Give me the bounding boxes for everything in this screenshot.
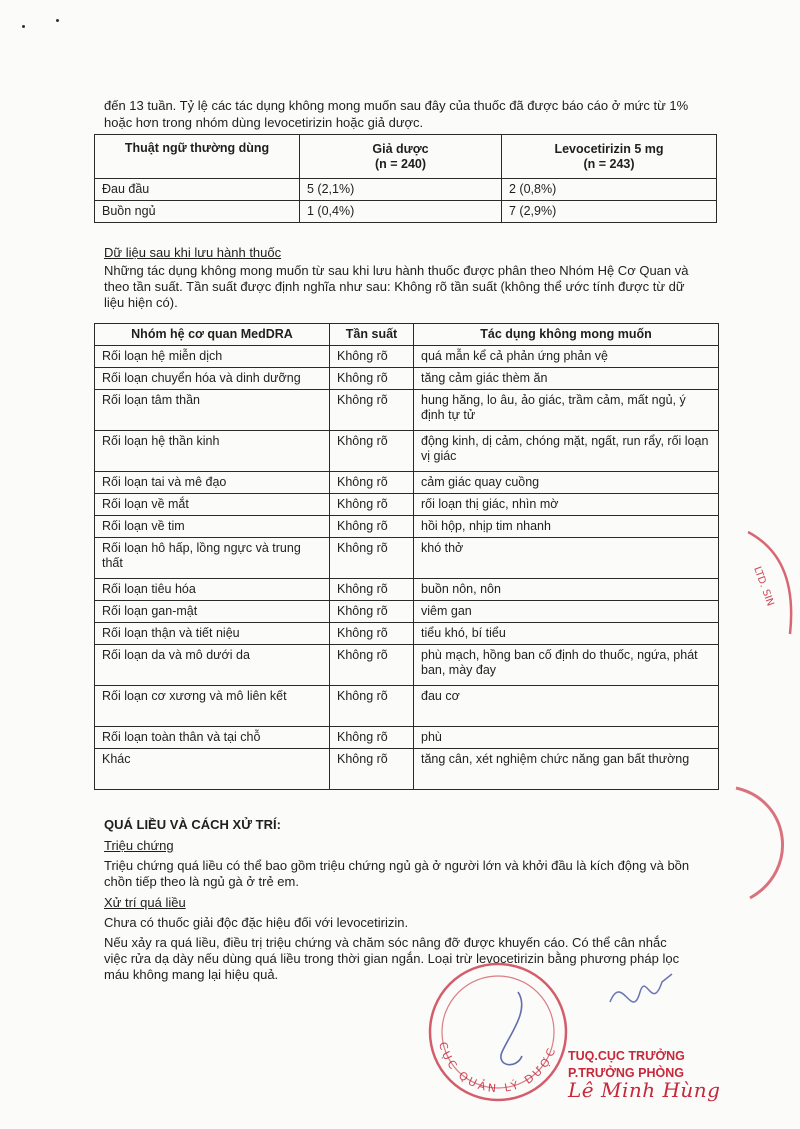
- table-cell: 2 (0,8%): [502, 179, 717, 201]
- adverse-effects-table: [94, 134, 717, 223]
- table-cell: Không rõ: [330, 686, 414, 727]
- table-row: [95, 727, 719, 749]
- table-cell: khó thở: [414, 538, 719, 579]
- table-cell: Không rõ: [330, 579, 414, 601]
- table-cell: Không rõ: [330, 368, 414, 390]
- treatment-heading: Xử trí quá liều: [104, 895, 186, 910]
- side-stamp: [738, 528, 800, 638]
- table-row: [95, 390, 719, 431]
- svg-text:LTD. SIN: LTD. SIN: [751, 565, 776, 608]
- table-cell: Không rõ: [330, 516, 414, 538]
- table-cell: Không rõ: [330, 749, 414, 790]
- table-cell: đau cơ: [414, 686, 719, 727]
- table-cell: Khác: [95, 749, 330, 790]
- postmarket-text: Những tác dụng không mong muốn từ sau khi lưu hành thuốc được phân theo Nhóm Hệ Cơ Quan và: [104, 263, 689, 278]
- table-cell: cảm giác quay cuồng: [414, 472, 719, 494]
- header-term: Thuật ngữ thường dùng: [95, 135, 300, 179]
- header-frequency: Tần suất: [330, 324, 414, 346]
- table-cell: Không rõ: [330, 623, 414, 645]
- signature-title: P.TRƯỞNG PHÒNG: [568, 1066, 684, 1080]
- table-cell: Rối loạn về tim: [95, 516, 330, 538]
- table-cell: Rối loạn tâm thần: [95, 390, 330, 431]
- header-adverse-effect: Tác dụng không mong muốn: [414, 324, 719, 346]
- symptoms-text: Triệu chứng quá liều có thể bao gồm triệu chứng ngủ gà ở người lớn và khởi đầu là kích động và bồn: [104, 858, 690, 873]
- table-cell: Buồn ngủ: [95, 201, 300, 223]
- table-cell: phù: [414, 727, 719, 749]
- table-cell: Rối loạn hệ miễn dịch: [95, 346, 330, 368]
- table-cell: 5 (2,1%): [300, 179, 502, 201]
- symptoms-heading: Triệu chứng: [104, 838, 174, 853]
- overdose-section: [104, 817, 716, 983]
- table-cell: Rối loạn chuyển hóa và dinh dưỡng: [95, 368, 330, 390]
- table-row: [95, 346, 719, 368]
- table-cell: quá mẫn kể cả phản ứng phản vệ: [414, 346, 719, 368]
- postmarket-heading: Dữ liệu sau khi lưu hành thuốc: [104, 245, 282, 260]
- treatment-text: Chưa có thuốc giải độc đặc hiệu đối với levocetirizin.: [104, 915, 409, 930]
- table-cell: tăng cảm giác thèm ăn: [414, 368, 719, 390]
- intro-line: đến 13 tuần. Tỷ lệ các tác dụng không mong muốn sau đây của thuốc đã được báo cáo ở mức từ 1%: [104, 98, 689, 113]
- scan-mark: [56, 19, 59, 22]
- table-cell: Đau đầu: [95, 179, 300, 201]
- table-cell: Rối loạn toàn thân và tại chỗ: [95, 727, 330, 749]
- intro-line: hoặc hơn trong nhóm dùng levocetirizin hoặc giả dược.: [104, 115, 424, 130]
- signature-title: TUQ.CỤC TRƯỞNG: [568, 1049, 685, 1063]
- table-row: [95, 201, 717, 223]
- table-cell: Không rõ: [330, 601, 414, 623]
- table-cell: Không rõ: [330, 645, 414, 686]
- table-cell: tăng cân, xét nghiệm chức năng gan bất thường: [414, 749, 719, 790]
- table-row: [95, 645, 719, 686]
- table-cell: phù mạch, hồng ban cố định do thuốc, ngứa, phát ban, mày đay: [414, 645, 719, 686]
- scan-mark: [22, 25, 25, 28]
- table-cell: Rối loạn hệ thần kinh: [95, 431, 330, 472]
- header-levocetirizin: Levocetirizin 5 mg (n = 243): [502, 135, 717, 179]
- official-stamp: [418, 962, 578, 1102]
- table-cell: Rối loạn về mắt: [95, 494, 330, 516]
- table-row: [95, 579, 719, 601]
- table-cell: Không rõ: [330, 727, 414, 749]
- table-cell: Rối loạn thận và tiết niệu: [95, 623, 330, 645]
- symptoms-text: chồn tiếp theo là ngủ gà ở trẻ em.: [104, 874, 299, 889]
- table-cell: viêm gan: [414, 601, 719, 623]
- table-row: [95, 623, 719, 645]
- table-cell: hồi hộp, nhịp tim nhanh: [414, 516, 719, 538]
- intro-paragraph: [104, 98, 716, 131]
- postmarket-text: theo tần suất. Tần suất được định nghĩa như sau: Không rõ tần suất (không thể ước tính được từ dữ: [104, 279, 685, 294]
- treatment-text: việc rửa dạ dày nếu dùng quá liều trong thời gian ngắn. Loại trừ levocetirizin bằng phương pháp lọc: [104, 951, 680, 966]
- treatment-text: Nếu xảy ra quá liều, điều trị triệu chứng và chăm sóc nâng đỡ được khuyến cáo. Có thể cân nhắc: [104, 935, 667, 950]
- table-cell: tiểu khó, bí tiểu: [414, 623, 719, 645]
- table-cell: Rối loạn gan-mật: [95, 601, 330, 623]
- header-placebo: Giả dược (n = 240): [300, 135, 502, 179]
- table-header-row: [95, 324, 719, 346]
- postmarket-text: liệu hiện có).: [104, 295, 178, 310]
- header-organ-class: Nhóm hệ cơ quan MedDRA: [95, 324, 330, 346]
- svg-text:CỤC QUẢN LÝ DƯỢC: CỤC QUẢN LÝ DƯỢC: [435, 1040, 560, 1096]
- signature-scribble: [602, 962, 682, 1032]
- table-cell: Rối loạn da và mô dưới da: [95, 645, 330, 686]
- meddra-table: [94, 323, 719, 790]
- table-row: [95, 601, 719, 623]
- edge-stamp: [730, 780, 800, 900]
- treatment-text: máu không mang lại hiệu quả.: [104, 967, 279, 982]
- signature-block: [568, 1048, 728, 1102]
- table-cell: động kinh, dị cảm, chóng mặt, ngất, run rẩy, rối loạn vị giác: [414, 431, 719, 472]
- table-cell: buồn nôn, nôn: [414, 579, 719, 601]
- table-cell: Không rõ: [330, 431, 414, 472]
- table-cell: Rối loạn tai và mê đạo: [95, 472, 330, 494]
- signature-name: Lê Minh Hùng: [568, 1078, 721, 1102]
- table-cell: rối loạn thị giác, nhìn mờ: [414, 494, 719, 516]
- table-cell: Không rõ: [330, 538, 414, 579]
- table-cell: Không rõ: [330, 494, 414, 516]
- table-row: [95, 431, 719, 472]
- table-cell: Rối loạn hô hấp, lồng ngực và trung thất: [95, 538, 330, 579]
- table-cell: 1 (0,4%): [300, 201, 502, 223]
- table-row: [95, 179, 717, 201]
- table-row: [95, 472, 719, 494]
- table-row: [95, 516, 719, 538]
- postmarket-section: [104, 245, 716, 311]
- table-cell: Rối loạn tiêu hóa: [95, 579, 330, 601]
- table-header-row: [95, 135, 717, 179]
- table-cell: Không rõ: [330, 472, 414, 494]
- table-row: [95, 368, 719, 390]
- table-cell: Không rõ: [330, 390, 414, 431]
- table-row: [95, 538, 719, 579]
- table-row: [95, 749, 719, 790]
- overdose-heading: QUÁ LIỀU VÀ CÁCH XỬ TRÍ:: [104, 817, 281, 832]
- table-cell: 7 (2,9%): [502, 201, 717, 223]
- table-cell: Rối loạn cơ xương và mô liên kết: [95, 686, 330, 727]
- table-row: [95, 686, 719, 727]
- table-row: [95, 494, 719, 516]
- table-cell: hung hăng, lo âu, ảo giác, trầm cảm, mất ngủ, ý định tự tử: [414, 390, 719, 431]
- table-cell: Không rõ: [330, 346, 414, 368]
